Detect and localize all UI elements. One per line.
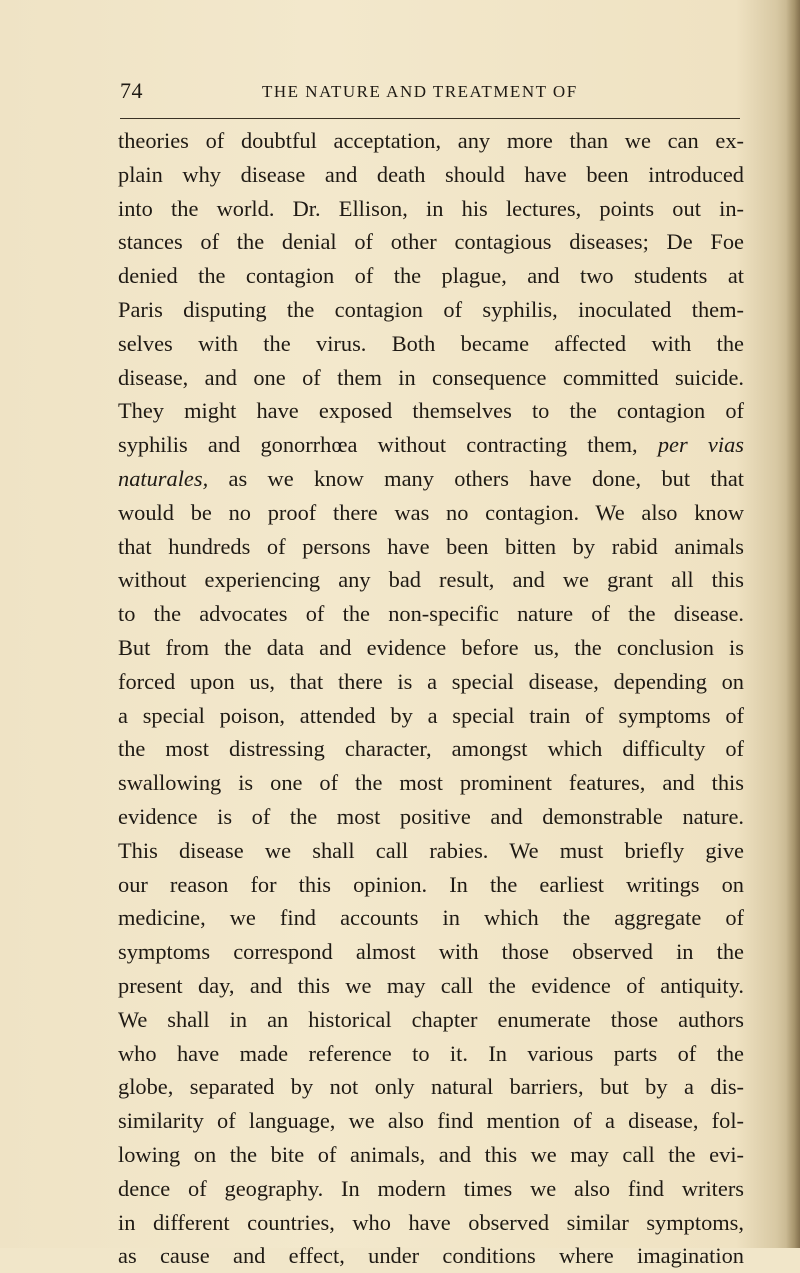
text-line: symptoms correspond almost with those observed in the <box>118 939 744 965</box>
text-line: present day, and this we may call the evidence of antiquity. <box>118 972 744 998</box>
text-line-with-italic <box>118 428 744 462</box>
text-line: But from the data and evidence before us, the conclusion is <box>118 634 744 660</box>
text-line: that hundreds of persons have been bitten by rabid animals <box>118 533 744 559</box>
text-line-segment: syphilis and gonorrhœa without contracting them, <box>118 432 638 458</box>
text-line: This disease we shall call rabies. We must briefly give <box>118 837 744 863</box>
text-line: to the advocates of the non-specific nature of the disease. <box>118 601 744 627</box>
text-line: who have made reference to it. In various parts of the <box>118 1040 744 1066</box>
text-line: globe, separated by not only natural barriers, but by a dis- <box>118 1074 744 1100</box>
text-line: in different countries, who have observed similar symptoms, <box>118 1209 744 1235</box>
text-line: They might have exposed themselves to the contagion of <box>118 398 744 424</box>
header-rule <box>120 118 740 119</box>
page-number: 74 <box>120 78 143 103</box>
text-line: without experiencing any bad result, and we grant all this <box>118 567 744 593</box>
text-line: denied the contagion of the plague, and two students at <box>118 263 744 289</box>
running-head: THE NATURE AND TREATMENT OF <box>262 82 578 101</box>
text-line: theories of doubtful acceptation, any more than we can ex- <box>118 128 744 153</box>
text-line: the most distressing character, amongst which difficulty of <box>118 736 744 762</box>
text-line: a special poison, attended by a special train of symptoms of <box>118 702 744 728</box>
text-line: lowing on the bite of animals, and this we may call the evi- <box>118 1141 744 1167</box>
text-line: dence of geography. In modern times we also find writers <box>118 1175 744 1201</box>
text-line: forced upon us, that there is a special disease, depending on <box>118 668 744 694</box>
italic-phrase: per vias <box>657 432 744 458</box>
text-line: into the world. Dr. Ellison, in his lectures, points out in- <box>118 195 744 221</box>
text-line: as cause and effect, under conditions where imagination <box>118 1243 744 1269</box>
italic-word: naturales, <box>118 465 209 491</box>
text-line: selves with the virus. Both became affected with the <box>118 330 744 356</box>
text-line: disease, and one of them in consequence committed suicide. <box>118 364 744 390</box>
text-line: swallowing is one of the most prominent features, and this <box>118 770 744 796</box>
text-line: Paris disputing the contagion of syphilis, inoculated them- <box>118 296 744 322</box>
text-line: We shall in an historical chapter enumerate those authors <box>118 1006 744 1032</box>
page-header <box>120 78 740 112</box>
text-line-italic-start <box>118 462 744 496</box>
text-line: plain why disease and death should have been introduced <box>118 161 744 187</box>
body-text <box>118 124 744 1273</box>
text-line: our reason for this opinion. In the earliest writings on <box>118 871 744 897</box>
text-line-segment: as we know many others have done, but that <box>208 465 744 491</box>
page-binding-edge <box>786 0 800 1248</box>
text-line: would be no proof there was no contagion. We also know <box>118 499 744 525</box>
text-line: similarity of language, we also find mention of a disease, fol- <box>118 1108 744 1134</box>
text-line: medicine, we find accounts in which the aggregate of <box>118 905 744 931</box>
text-line: stances of the denial of other contagious diseases; De Foe <box>118 229 744 255</box>
text-line: evidence is of the most positive and demonstrable nature. <box>118 803 744 829</box>
